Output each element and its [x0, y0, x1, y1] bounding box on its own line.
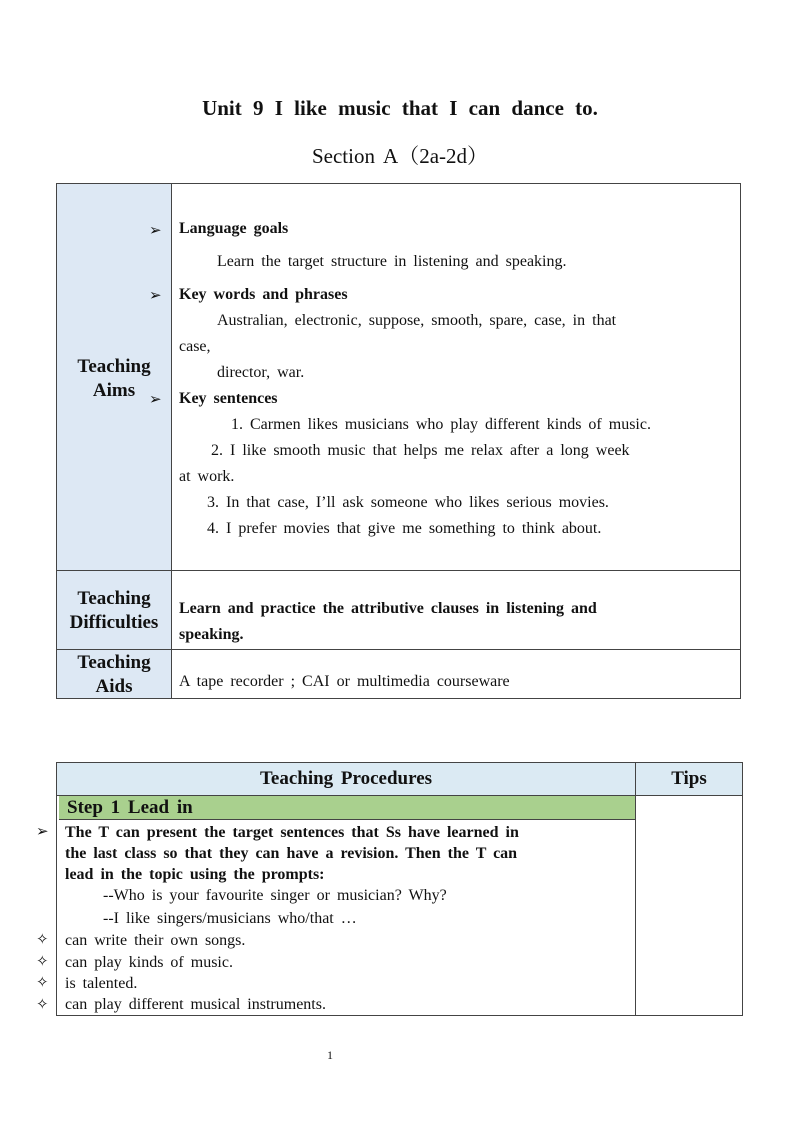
aids-label-line2: Aids — [95, 676, 133, 697]
key-sentences-heading: Key sentences — [179, 390, 278, 407]
difficulties-line1: Learn and practice the attributive clauses in listening and — [179, 600, 597, 617]
intro-line3: lead in the topic using the prompts: — [65, 866, 325, 883]
key-sentence-3: 3. In that case, I’ll ask someone who likes serious movies. — [207, 494, 609, 511]
aids-text: A tape recorder ; CAI or multimedia courseware — [179, 673, 510, 690]
key-sentence-2-line2: at work. — [179, 468, 235, 485]
option-3: is talented. — [65, 975, 138, 992]
page-title: Unit 9 I like music that I can dance to. — [202, 96, 598, 120]
arrow-bullet-icon: ➢ — [149, 390, 162, 408]
language-goals-text: Learn the target structure in listening and speaking. — [217, 253, 567, 270]
key-words-line3: director, war. — [217, 364, 305, 381]
diamond-bullet-icon: ✧ — [36, 995, 49, 1013]
key-sentence-2-line1: 2. I like smooth music that helps me relax after a long week — [211, 442, 630, 459]
option-4: can play different musical instruments. — [65, 996, 326, 1013]
intro-line1: The T can present the target sentences that Ss have learned in — [65, 824, 519, 841]
key-words-heading: Key words and phrases — [179, 286, 348, 303]
row-divider — [57, 649, 740, 650]
key-words-line1: Australian, electronic, suppose, smooth, spare, case, in that — [217, 312, 617, 329]
aids-label-line1: Teaching — [77, 652, 151, 673]
arrow-bullet-icon: ➢ — [149, 286, 162, 304]
key-sentence-1: 1. Carmen likes musicians who play different kinds of music. — [231, 416, 651, 433]
arrow-bullet-icon: ➢ — [149, 221, 162, 239]
diamond-bullet-icon: ✧ — [36, 973, 49, 991]
difficulties-line2: speaking. — [179, 626, 244, 643]
diamond-bullet-icon: ✧ — [36, 952, 49, 970]
intro-line2: the last class so that they can have a revision. Then the T can — [65, 845, 518, 862]
option-1: can write their own songs. — [65, 932, 246, 949]
key-sentence-4: 4. I prefer movies that give me something to think about. — [207, 520, 602, 537]
teaching-info-table — [56, 183, 741, 699]
option-2: can play kinds of music. — [65, 954, 233, 971]
row-divider — [57, 570, 740, 571]
difficulties-label-line1: Teaching — [77, 588, 151, 609]
arrow-bullet-icon: ➢ — [36, 822, 49, 840]
step-1-banner — [59, 796, 635, 820]
column-divider — [171, 184, 172, 698]
aims-label-line2: Aims — [92, 380, 136, 401]
page-number: 1 — [327, 1048, 333, 1062]
step-1-title: Step 1 Lead in — [67, 797, 193, 818]
prompt-2: --I like singers/musicians who/that … — [103, 910, 357, 927]
tips-header: Tips — [671, 768, 707, 789]
difficulties-label-line2: Difficulties — [69, 612, 159, 633]
page-subtitle: Section A（2a-2d） — [311, 144, 489, 168]
tips-column-divider — [635, 763, 636, 1015]
diamond-bullet-icon: ✧ — [36, 930, 49, 948]
key-words-line2: case, — [179, 338, 211, 355]
teaching-procedures-table — [56, 762, 743, 1016]
procedures-header: Teaching Procedures — [259, 768, 433, 789]
aims-label-line1: Teaching — [77, 356, 151, 377]
prompt-1: --Who is your favourite singer or musician? Why? — [103, 887, 447, 904]
language-goals-heading: Language goals — [179, 220, 289, 237]
